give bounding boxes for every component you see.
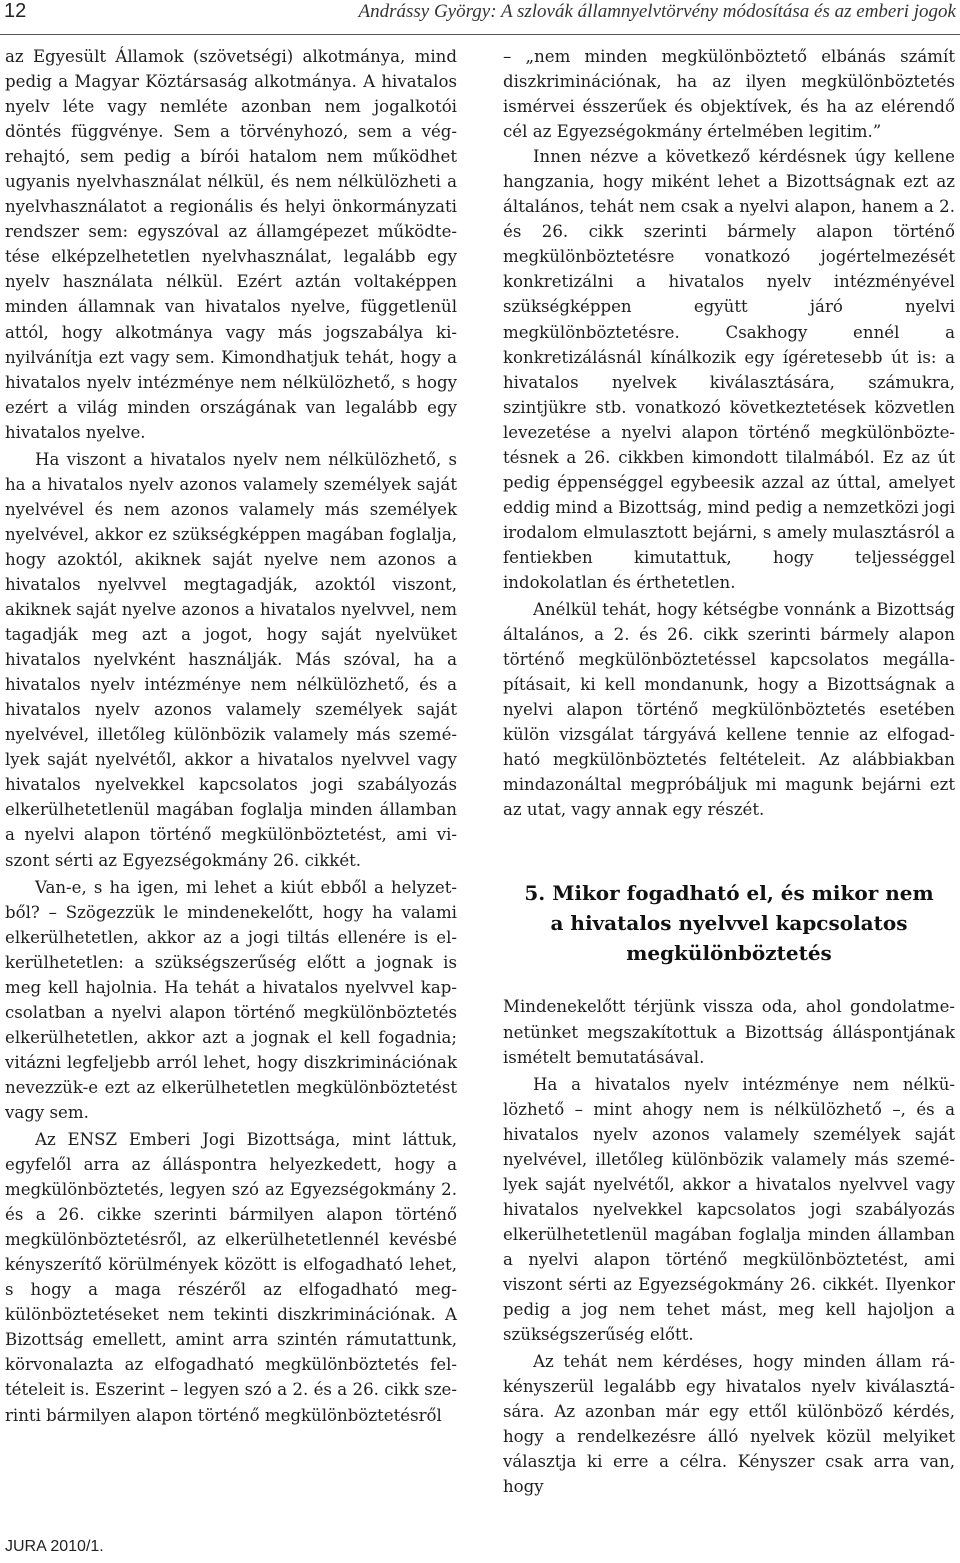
paragraph: Mindenekelőtt térjünk vissza oda, ahol gondolatmenetünket megszakítottuk a Bizottság álláspontjának ismételt bemutatásával. [503,997,955,1067]
header-rule [0,34,960,35]
section-heading-line: a hivatalos nyelvvel kapcsolatos [550,911,908,936]
paragraph: Ha a hivatalos nyelv intézménye nem nélkülözhető – mint ahogy nem is nélkülözhető –, és a hivatalos nyelv azonos valamely személyek saját nyelvével, illetőleg különbözik valamely más személyek saját nyelvétől, akkor a hivatalos nyelvvel vagy hivatalos nyelvekkel kapcsolatos jogi szabályozás elkerülhetetlenül magában foglalja minden államban a nyelvi alapon történő megkülönböztetést, ami viszont sérti az Egyezségokmány 26. cikkét. Ilyenkor pedig a jog nem tehet mást, meg kell hajoljon a szükségszerűség előtt. [503,1074,955,1345]
left-column [5,44,457,1428]
page-number: 12 [4,0,27,22]
paragraph: – „nem minden megkülönböztető elbánás számít diszkriminációnak, ha az ilyen megkülönböztetés ismérvei ésszerűek és objektívek, és ha az elérendő cél az Egyezségokmány értelmében legitim.” [503,47,955,142]
paragraph: Innen nézve a következő kérdésnek úgy kellene hangzania, hogy miként lehet a Bizottságnak ezt az általános, tehát nem csak a nyelvi alapon, hanem a 2. és 26. cikk szerinti bármely alapon történő megkülönböztetésre vonatkozó jogértelmezését konkretizálni a hivatalos nyelv intézményével szükségképpen együtt járó nyelvi megkülönböztetésre. Csakhogy ennél a konkretizálásnál kínálkozik egy ígéretesebb út is: a hivatalos nyelvek kiválasztására, számukra, szintjükre stb. vonatkozó következtetések közvetlen levezetése a nyelvi alapon történő megkülönböztetésnek a 26. cikkben kimondott tilalmából. Ez az út pedig éppenséggel egybeesik azzal az úttal, amelyet eddig mind a Bizottság, mind pedig a nemzetközi jogi irodalom elmulasztott bejárni, s amely mulasztásról a fentiekben kimutattuk, hogy teljességgel indokolatlan és érthetetlen. [503,147,955,592]
paragraph: Az ENSZ Emberi Jogi Bizottsága, mint láttuk, egyfelől arra az álláspontra helyezkedett, hogy a megkülönböztetés, legyen szó az Egyezségokmány 2. és a 26. cikke szerinti bármilyen alapon történő megkülönböztetésről, az elkerülhetetlennél kevésbé kényszerítő körülmények között is elfogadható lehet, s hogy a maga részéről az elfogadható megkülönböztetéseket nem tekinti diszkriminációnak. A Bizottság emellett, amint arra szintén rámutattunk, körvonalazta az elfogadható megkülönböztetés feltételeit is. Eszerint – legyen szó a 2. és a 26. cikk szerinti bármilyen alapon történő megkülönböztetésről [5,1130,457,1425]
paragraph: Ha viszont a hivatalos nyelv nem nélkülözhető, s ha a hivatalos nyelv azonos valamely személyek saját nyelvével és nem azonos valamely más személyek nyelvével, akkor ez szükségképpen magában foglalja, hogy azoktól, akiknek saját nyelve nem azonos a hivatalos nyelvvel megtagadják, azoktól viszont, akiknek saját nyelve azonos a hivatalos nyelvvel, nem tagadják meg azt a jogot, hogy saját nyelvüket hivatalos nyelvként használják. Más szóval, ha a hivatalos nyelv intézménye nem nélkülözhető, és a hivatalos nyelv azonos valamely személyek saját nyelvével, illetőleg különbözik valamely más személyek saját nyelvétől, akkor a hivatalos nyelvvel vagy hivatalos nyelvekkel kapcsolatos jogi szabályozás elkerülhetetlenül magában foglalja minden államban a nyelvi alapon történő megkülönböztetést, ami viszont sérti az Egyezségokmány 26. cikkét. [5,449,457,870]
paragraph: Van-e, s ha igen, mi lehet a kiút ebből a helyzetből? – Szögezzük le mindenekelőtt, hogy ha valami elkerülhetetlen, akkor az a jogi tiltás ellenére is elkerülhetetlen: a szükségszerűség előtt a jognak is meg kell hajolnia. Ha tehát a hivatalos nyelvvel kapcsolatban a nyelvi alapon történő megkülönböztetés elkerülhetetlen, akkor azt a jognak el kell fogadnia; vitázni legfeljebb arról lehet, hogy diszkriminációnak nevezzük-e ezt az elkerülhetetlen megkülönböztetést vagy sem. [5,877,457,1122]
paragraph: Az tehát nem kérdéses, hogy minden állam rákényszerül legalább egy hivatalos nyelv kiválasztására. Az azonban már egy ettől különböző kérdés, hogy a rendelkezésre álló nyelvek közül melyiket választja ki erre a célra. Kényszer csak arra van, hogy [503,1352,955,1497]
section-heading-line: megkülönböztetés [626,941,832,966]
paragraph: Anélkül tehát, hogy kétségbe vonnánk a Bizottság általános, a 2. és 26. cikk szerinti bármely alapon történő megkülönböztetéssel kapcsolatos megállapításait, ki kell mondanunk, hogy a Bizottságnak a nyelvi alapon történő megkülönböztetés esetében külön vizsgálat tárgyává kellene tennie az elfogadható megkülönböztetés feltételeit. Az alábbiakban mindazonáltal megpróbáljuk mi magunk bejárni ezt az utat, vagy annak egy részét. [503,600,955,820]
paragraph: az Egyesült Államok (szövetségi) alkotmánya, mind pedig a Magyar Köztársaság alkotmánya. A hivatalos nyelv léte vagy nemléte azonban nem jogalkotói döntés függvénye. Sem a törvényhozó, sem a végrehajtó, sem pedig a bírói hatalom nem működhet ugyanis nyelvhasználat nélkül, és nem nélkülözheti a nyelvhasználatot a regionális és helyi önkormányzati rendszer sem: egyszóval az államgépezet működtetése elképzelhetetlen nyelvhasználat, legalább egy nyelv használata nélkül. Ezért aztán voltaképpen minden államnak van hivatalos nyelve, függetlenül attól, hogy alkotmánya vagy más jogszabálya kinyilvánítja ezt vagy sem. Kimondhatjuk tehát, hogy a hivatalos nyelv intézménye nem nélkülözhető, s hogy ezért a világ minden országának van legalább egy hivatalos nyelve. [5,47,457,442]
section-heading [503,878,955,968]
section-heading-line: 5. Mikor fogadható el, és mikor nem [524,881,934,906]
journal-footer: JURA 2010/1. [5,1538,104,1555]
right-column [503,44,955,1499]
page-header [0,0,960,34]
running-title: Andrássy György: A szlovák államnyelvtörvény módosítása és az emberi jogok [358,1,956,22]
